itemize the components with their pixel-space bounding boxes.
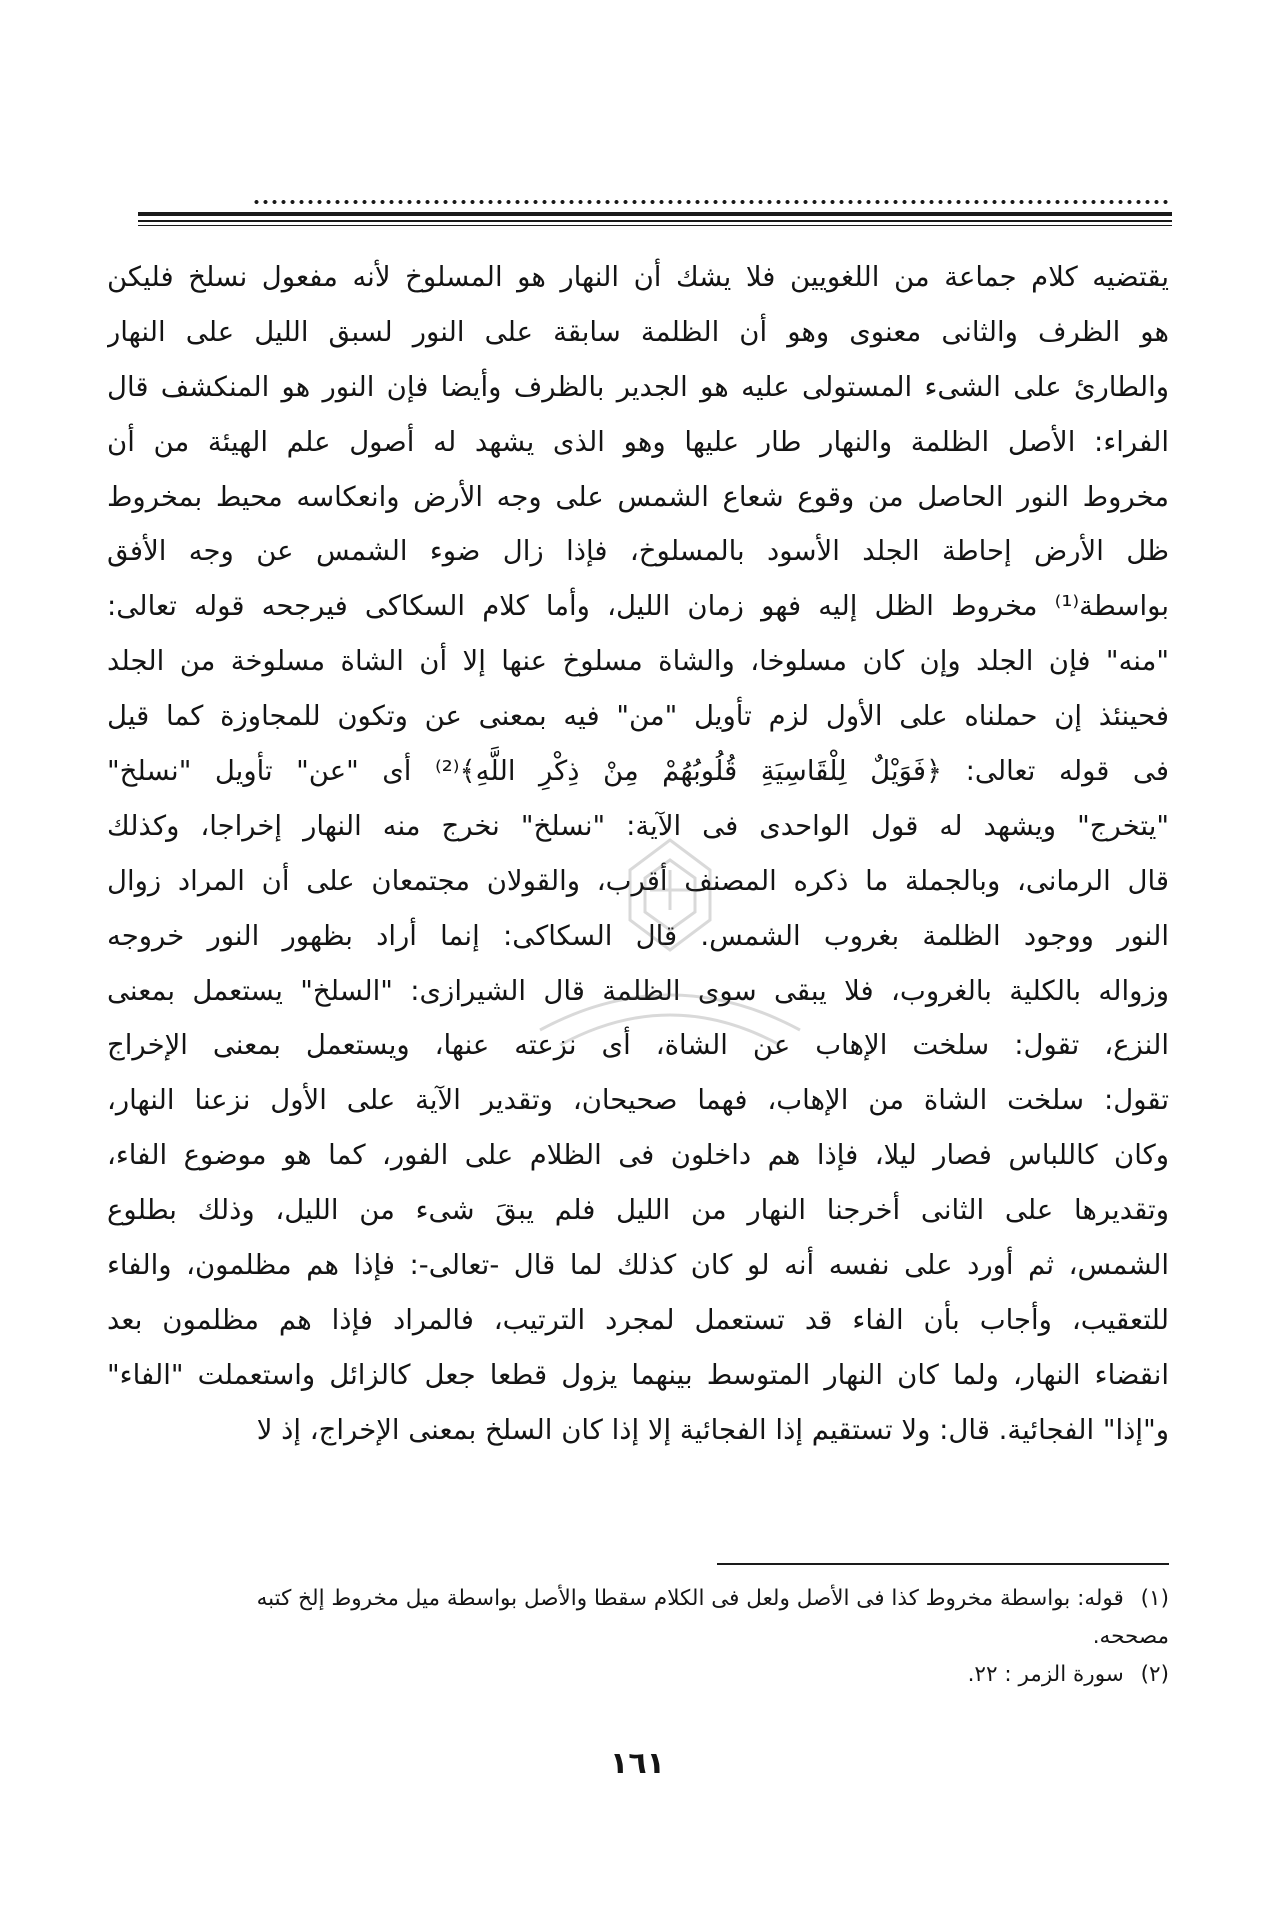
footnote-2: [107, 1656, 1169, 1694]
text-line: انقضاء النهار، ولما كان النهار المتوسط بينهما يزول قطعا جعل كالزائل واستعملت "الفاء": [107, 1358, 1169, 1391]
footnote-text: سورة الزمر : ٢٢.: [967, 1662, 1124, 1687]
footnote-separator: [717, 1563, 1169, 1565]
text-line: هو الظرف والثانى معنوى وهو أن الظلمة سابقة على النور لسبق الليل على النهار: [107, 315, 1169, 348]
text-line: بواسطة⁽¹⁾ مخروط الظل إليه فهو زمان الليل، وأما كلام السكاكى فيرجحه قوله تعالى:: [107, 590, 1169, 623]
text-line: قال الرمانى، وبالجملة ما ذكره المصنف أقرب، والقولان مجتمعان على أن المراد زوال: [107, 864, 1169, 897]
text-line: الشمس، ثم أورد على نفسه أنه لو كان كذلك لما قال -تعالى-: فإذا هم مظلمون، والفاء: [107, 1249, 1169, 1282]
text-line: وتقديرها على الثانى أخرجنا النهار من الليل فلم يبقَ شىء من الليل، وذلك بطلوع: [107, 1194, 1169, 1227]
header-ornamental-rule: [138, 198, 1172, 238]
text-line: فى قوله تعالى: ﴿فَوَيْلٌ لِلْقَاسِيَةِ قُلُوبُهُمْ مِنْ ذِكْرِ اللَّهِ﴾⁽²⁾ أى "عن" تأويل "نسلخ": [107, 755, 1169, 788]
text-line: "يتخرج" ويشهد له قول الواحدى فى الآية: "نسلخ" نخرج منه النهار إخراجا، وكذلك: [107, 809, 1169, 842]
text-line: و"إذا" الفجائية. قال: ولا تستقيم إذا الفجائية إلا إذا كان السلخ بمعنى الإخراج، إذ لا: [256, 1413, 1169, 1446]
text-line: النور ووجود الظلمة بغروب الشمس. قال السكاكى: إنما أراد بظهور النور خروجه: [107, 919, 1169, 952]
footnote-number: (٢): [1140, 1662, 1169, 1687]
header-thin-line: [138, 220, 1172, 222]
footnote-1: [107, 1580, 1169, 1618]
text-line: ظل الأرض إحاطة الجلد الأسود بالمسلوخ، فإذا زال ضوء الشمس عن وجه الأفق: [107, 535, 1169, 568]
footnote-1-continuation: مصححه.: [1092, 1624, 1169, 1649]
text-line: فحينئذ إن حملناه على الأول لزم تأويل "من" فيه بمعنى عن وتكون للمجاوزة كما قيل: [107, 700, 1169, 733]
text-line: تقول: سلخت الشاة من الإهاب، فهما صحيحان، وتقدير الآية على الأول نزعنا النهار،: [107, 1084, 1169, 1117]
header-thick-line: [138, 212, 1172, 216]
main-text-block: [107, 250, 1169, 1458]
text-line: يقتضيه كلام جماعة من اللغويين فلا يشك أن النهار هو المسلوخ لأنه مفعول نسلخ فليكن: [107, 261, 1169, 293]
text-line: الفراء: الأصل الظلمة والنهار طار عليها وهو الذى يشهد له أصول علم الهيئة من أن: [107, 425, 1169, 458]
text-line: مخروط النور الحاصل من وقوع شعاع الشمس على وجه الأرض وانعكاسه محيط بمخروط: [107, 480, 1169, 513]
footnotes: [107, 1580, 1169, 1694]
footnote-text: قوله: بواسطة مخروط كذا فى الأصل ولعل فى الكلام سقطا والأصل بواسطة ميل مخروط إلخ كتبه: [256, 1586, 1124, 1611]
footnote-number: (١): [1140, 1586, 1169, 1611]
header-hair-line: [138, 225, 1172, 226]
text-line: وزواله بالكلية بالغروب، فلا يبقى سوى الظلمة قال الشيرازى: "السلخ" يستعمل بمعنى: [107, 974, 1169, 1007]
text-line: للتعقيب، وأجاب بأن الفاء قد تستعمل لمجرد الترتيب، فالمراد فإذا هم مظلمون بعد: [107, 1303, 1169, 1336]
text-line: وكان كاللباس فصار ليلا، فإذا هم داخلون فى الظلام على الفور، كما هو موضوع الفاء،: [107, 1139, 1169, 1172]
text-line: "منه" فإن الجلد وإن كان مسلوخا، والشاة مسلوخ عنها إلا أن الشاة مسلوخة من الجلد: [107, 645, 1169, 678]
header-dotted-line: [252, 198, 1172, 206]
text-line: والطارئ على الشىء المستولى عليه هو الجدير بالظرف وأيضا فإن النور هو المنكشف قال: [107, 370, 1169, 403]
text-line: النزع، تقول: سلخت الإهاب عن الشاة، أى نزعته عنها، ويستعمل بمعنى الإخراج: [107, 1029, 1169, 1062]
page-number: ١٦١: [610, 1746, 665, 1781]
